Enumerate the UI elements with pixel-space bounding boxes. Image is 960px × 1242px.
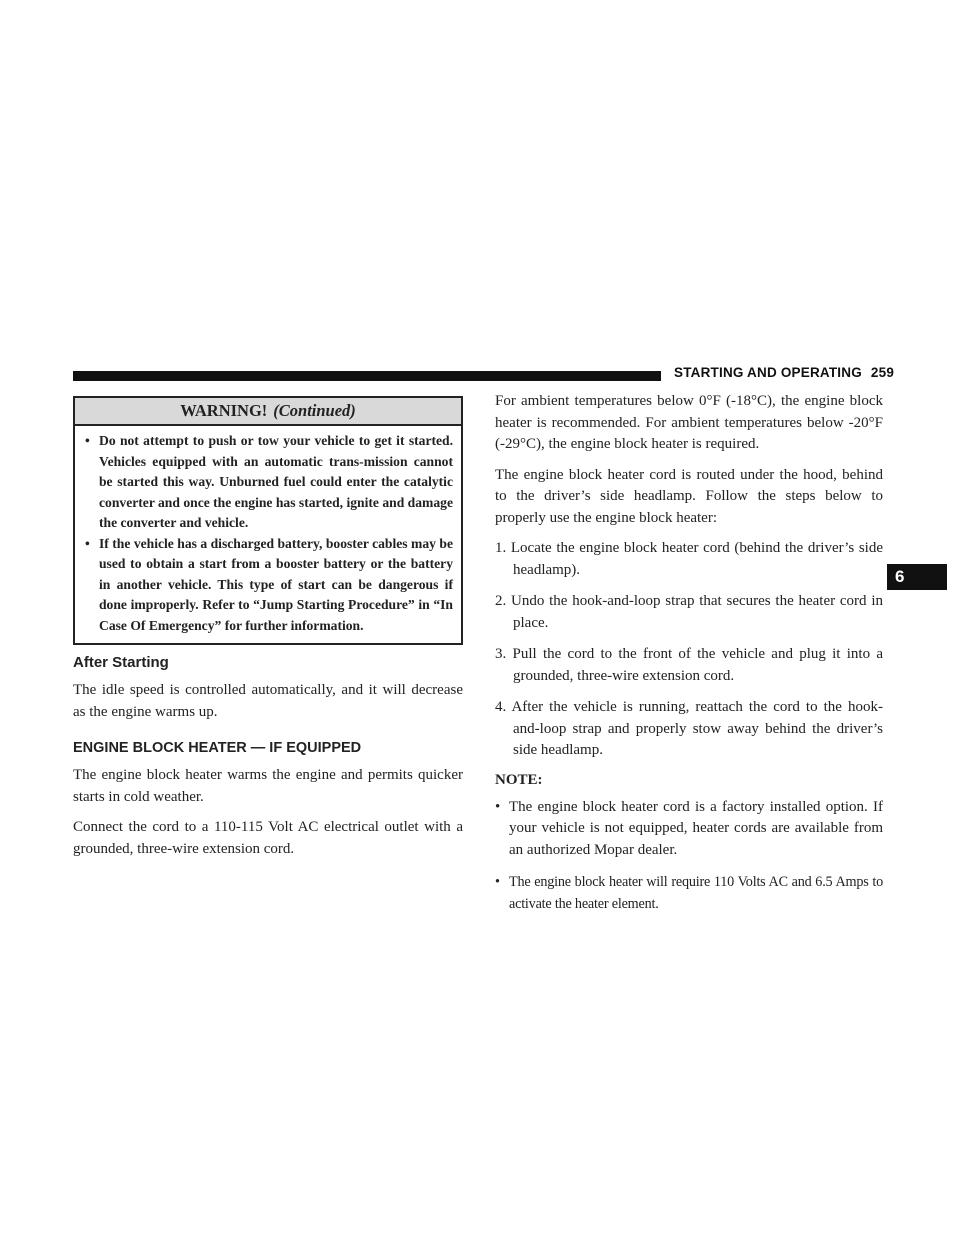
step-item: 4. After the vehicle is running, reattach the cord to the hook-and-loop strap and properly stow away behind the driver’s side headlamp. bbox=[495, 699, 883, 758]
warning-box bbox=[73, 396, 463, 645]
warning-title: WARNING! bbox=[180, 401, 268, 420]
after-starting-text: The idle speed is controlled automatically, and it will decrease as the engine warms up. bbox=[73, 682, 463, 720]
step-item: 2. Undo the hook-and-loop strap that secures the heater cord in place. bbox=[495, 593, 883, 631]
warning-item: • If the vehicle has a discharged battery, booster cables may be used to obtain a start from a booster battery or the battery in another vehicle. This type of start can be dangerous if done improperly. Refer to “Jump Starting Procedure” in “In Case Of Emergency” for further information. bbox=[85, 535, 453, 633]
left-column bbox=[73, 396, 463, 860]
note-item: • The engine block heater cord is a factory installed option. If your vehicle is not equipped, heater cords are available from an authorized Mopar dealer. bbox=[495, 798, 883, 858]
block-heater-para-3: For ambient temperatures below 0°F (-18°C), the engine block heater is recommended. For ambient temperatures below -20°F (-29°C), the engine block heater is required. bbox=[495, 393, 883, 452]
step-item: 1. Locate the engine block heater cord (behind the driver’s side headlamp). bbox=[495, 540, 883, 578]
warning-header bbox=[75, 398, 461, 426]
warning-item: • Do not attempt to push or tow your vehicle to get it started. Vehicles equipped with an automatic trans-mission cannot be started this way. Unburned fuel could enter the catalytic converter and once the engine has started, ignite and damage the converter and vehicle. bbox=[85, 433, 453, 530]
bullet-icon: • bbox=[85, 433, 90, 448]
warning-continued: (Continued) bbox=[273, 401, 356, 420]
section-title: STARTING AND OPERATING bbox=[674, 365, 862, 380]
block-heater-para-1: The engine block heater warms the engine and permits quicker starts in cold weather. bbox=[73, 767, 463, 805]
step-item: 3. Pull the cord to the front of the vehicle and plug it into a grounded, three-wire extension cord. bbox=[495, 646, 883, 684]
steps-list bbox=[495, 538, 883, 762]
right-column bbox=[495, 391, 883, 926]
block-heater-heading: ENGINE BLOCK HEATER — IF EQUIPPED bbox=[73, 740, 362, 756]
block-heater-para-2: Connect the cord to a 110-115 Volt AC electrical outlet with a grounded, three-wire extension cord. bbox=[73, 819, 463, 857]
notes-list bbox=[495, 797, 883, 916]
warning-list bbox=[75, 426, 461, 643]
bullet-icon: • bbox=[495, 874, 500, 890]
block-heater-para-4: The engine block heater cord is routed under the hood, behind to the driver’s side headlamp. Follow the steps below to properly use the engine block heater: bbox=[495, 466, 883, 526]
header-rule bbox=[73, 371, 661, 381]
note-label: NOTE: bbox=[495, 771, 543, 788]
running-header bbox=[674, 365, 894, 383]
bullet-icon: • bbox=[85, 535, 90, 551]
chapter-tab: 6 bbox=[887, 564, 947, 590]
note-item: • The engine block heater will require 110 Volts AC and 6.5 Amps to activate the heater element. bbox=[495, 874, 883, 912]
page-number: 259 bbox=[870, 365, 895, 380]
bullet-icon: • bbox=[495, 798, 501, 815]
after-starting-heading: After Starting bbox=[73, 654, 169, 671]
